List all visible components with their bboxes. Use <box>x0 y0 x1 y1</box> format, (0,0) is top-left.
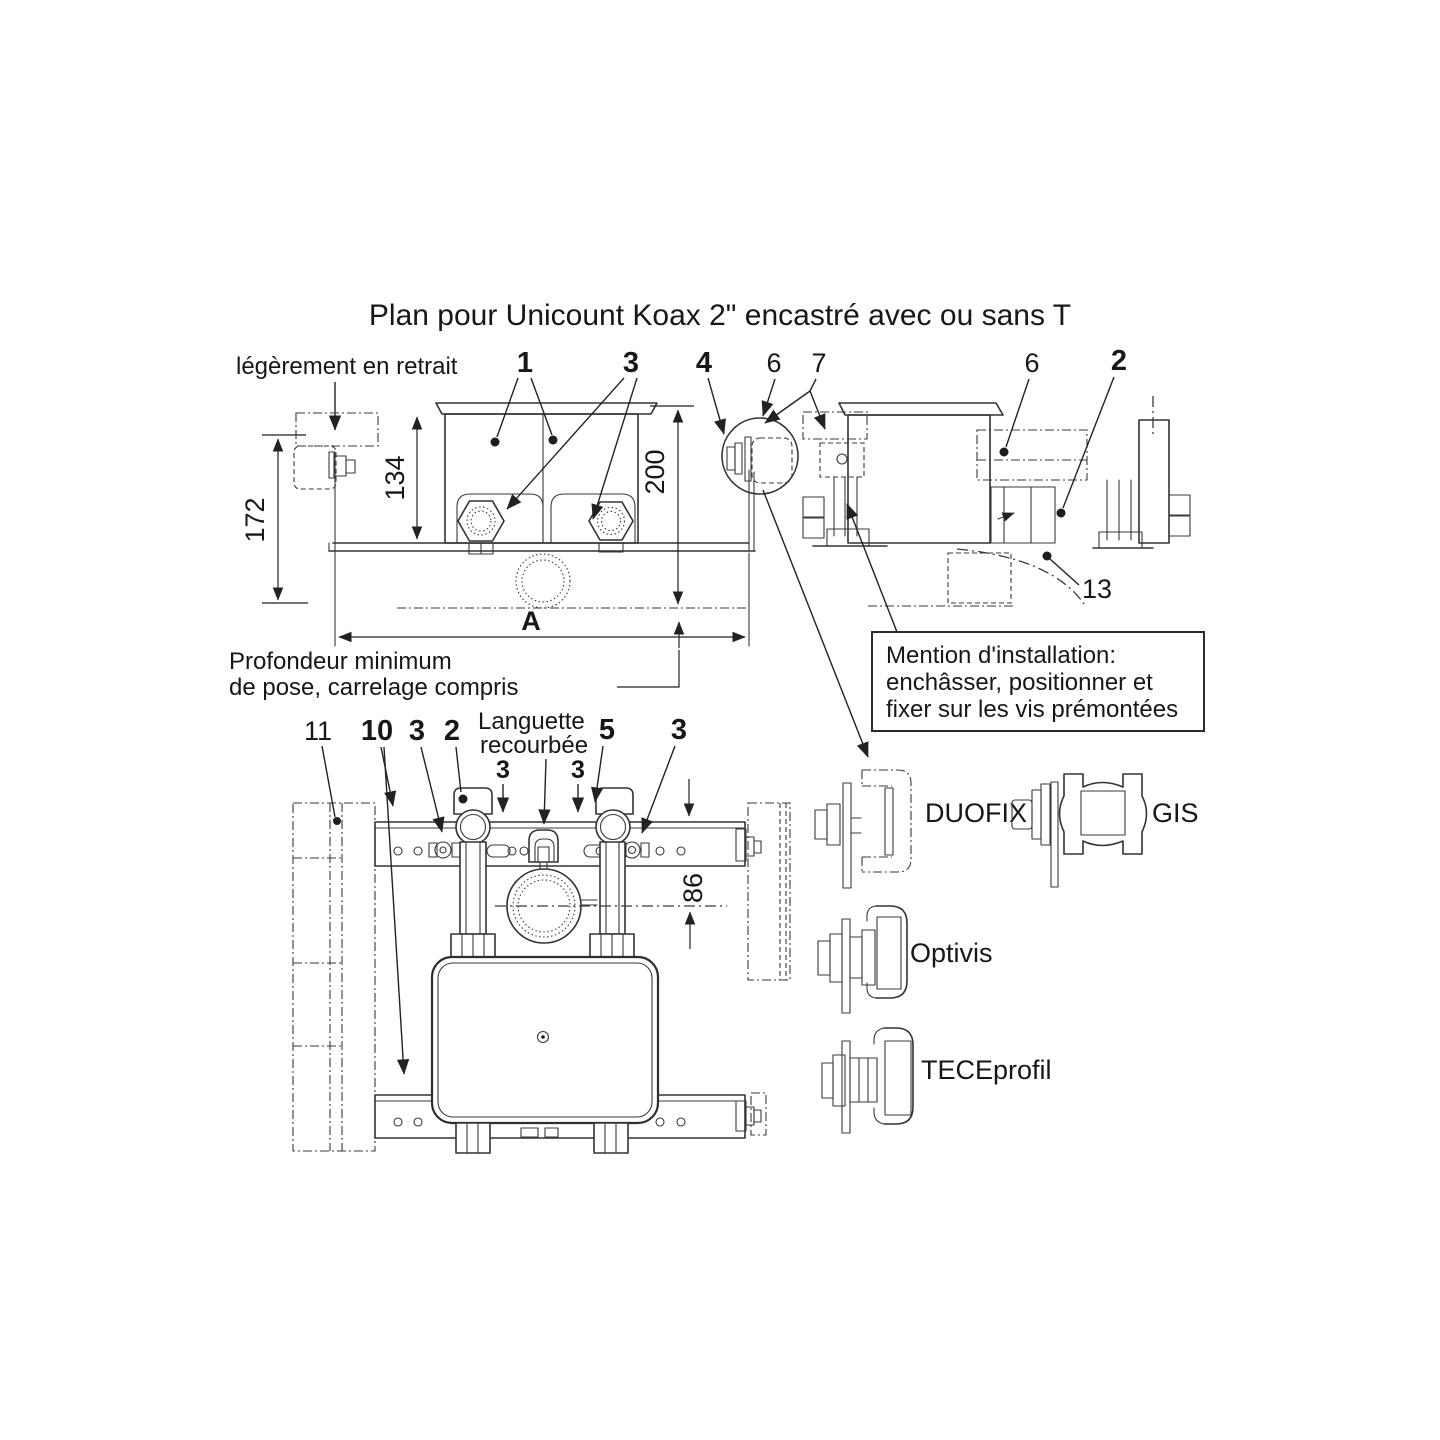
callout-2-side: 2 <box>1110 345 1128 377</box>
callout-3-right: 3 <box>670 714 688 746</box>
system-duofix-label: DUOFIX <box>925 798 1028 828</box>
system-gis-drawing <box>1012 774 1147 887</box>
page-title: Plan pour Unicount Koax 2" encastré avec ou sans T <box>368 299 1072 332</box>
dim-172-label: 172 <box>240 497 270 543</box>
install-note-line3: fixer sur les vis prémontées <box>886 696 1179 723</box>
dimension-200 <box>640 406 694 648</box>
install-note-line2: enchâsser, positionner et <box>886 669 1153 696</box>
section-view <box>229 347 755 701</box>
callout-3-left: 3 <box>408 715 426 747</box>
offset-label: légèrement en retrait <box>236 353 458 380</box>
callout-13: 13 <box>1082 574 1113 604</box>
callout-5: 5 <box>598 714 616 746</box>
callout-6-left: 6 <box>766 348 782 378</box>
dimension-172 <box>240 435 308 603</box>
depth-note-line2: de pose, carrelage compris <box>229 674 519 701</box>
system-duofix-drawing <box>815 770 911 888</box>
callout-4: 4 <box>695 347 713 379</box>
callout-3: 3 <box>622 347 640 379</box>
wall-stud <box>293 803 375 1151</box>
system-details <box>815 770 1199 1133</box>
top-rail <box>375 822 761 866</box>
dimension-A <box>339 553 749 646</box>
callout-11: 11 <box>303 716 333 746</box>
system-gis-label: GIS <box>1152 798 1199 828</box>
system-optivis-label: Optivis <box>910 938 993 968</box>
wall-bracket <box>294 413 378 489</box>
callout-7: 7 <box>811 348 827 378</box>
depth-note-line1: Profondeur minimum <box>229 648 452 675</box>
install-note-line1: Mention d'installation: <box>886 642 1117 669</box>
callout-3-mid-left: 3 <box>496 756 510 784</box>
callout-1: 1 <box>516 347 534 379</box>
tab-label-line2: recourbée <box>480 732 589 759</box>
dim-200-label: 200 <box>640 449 670 495</box>
dim-86-label: 86 <box>678 872 708 904</box>
right-pipe <box>590 788 634 957</box>
system-teceprofil-label: TECEprofil <box>921 1055 1052 1085</box>
callout-6-right: 6 <box>1024 348 1040 378</box>
left-pipe <box>451 788 495 957</box>
callout-3-mid-right: 3 <box>571 756 585 784</box>
dim-A-label: A <box>521 606 541 636</box>
screw-detail-circle <box>722 418 798 494</box>
depth-note <box>229 648 679 701</box>
system-optivis-drawing <box>818 906 907 1013</box>
side-view <box>696 345 1190 606</box>
meter-box <box>436 403 657 554</box>
protection-box <box>432 957 658 1123</box>
front-view <box>293 708 790 1153</box>
system-teceprofil-drawing <box>822 1028 913 1133</box>
tab-label-line1: Languette <box>478 708 585 735</box>
callout-2-front: 2 <box>443 715 461 747</box>
install-note-box <box>763 490 1204 757</box>
dim-134-label: 134 <box>380 455 410 501</box>
callout-10: 10 <box>360 715 394 747</box>
dimension-134 <box>380 417 417 539</box>
